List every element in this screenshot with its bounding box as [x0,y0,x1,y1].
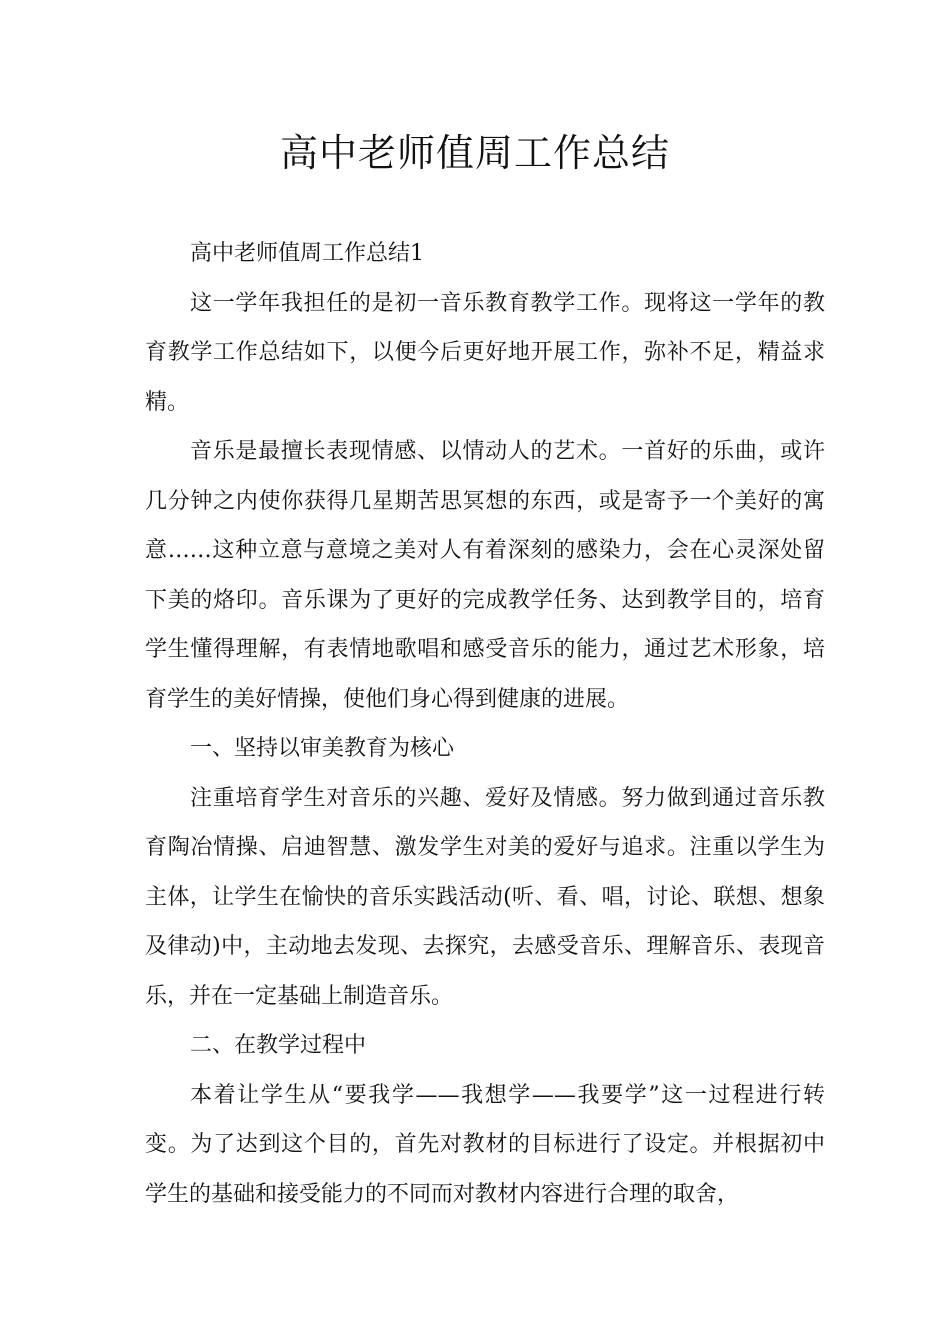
section-heading-1: 一、坚持以审美教育为核心 [190,736,455,761]
paragraph-section-2: 本着让学生从“要我学——我想学——我要学”这一过程进行转变。为了达到这个目的，首先对教材的目标进行了设定。并根据初中学生的基础和接受能力的不同而对教材内容进行合理的取舍， [145,1082,825,1207]
section-heading-2: 二、在教学过程中 [190,1033,367,1058]
paragraph-music: 音乐是最擅长表现情感、以情动人的艺术。一首好的乐曲，或许几分钟之内使你获得几星期苦思冥想的东西，或是寄予一个美好的寓意……这种立意与意境之美对人有着深刻的感染力，会在心灵深处留下美的烙印。音乐课为了更好的完成教学任务、达到教学目的，培育学生懂得理解，有表情地歌唱和感受音乐的能力，通过艺术形象，培育学生的美好情操，使他们身心得到健康的进展。 [145,439,825,712]
document-title: 高中老师值周工作总结 [279,131,670,175]
document-body [145,229,825,1219]
paragraph-intro: 这一学年我担任的是初一音乐教育教学工作。现将这一学年的教育教学工作总结如下，以便今后更好地开展工作，弥补不足，精益求精。 [145,290,825,415]
paragraph-section-1: 注重培育学生对音乐的兴趣、爱好及情感。努力做到通过音乐教育陶冶情操、启迪智慧、激发学生对美的爱好与追求。注重以学生为主体，让学生在愉快的音乐实践活动(听、看、唱，讨论、联想、想象及律动)中，主动地去发现、去探究，去感受音乐、理解音乐、表现音乐，并在一定基础上制造音乐。 [145,785,825,1009]
subtitle: 高中老师值周工作总结1 [190,241,424,266]
